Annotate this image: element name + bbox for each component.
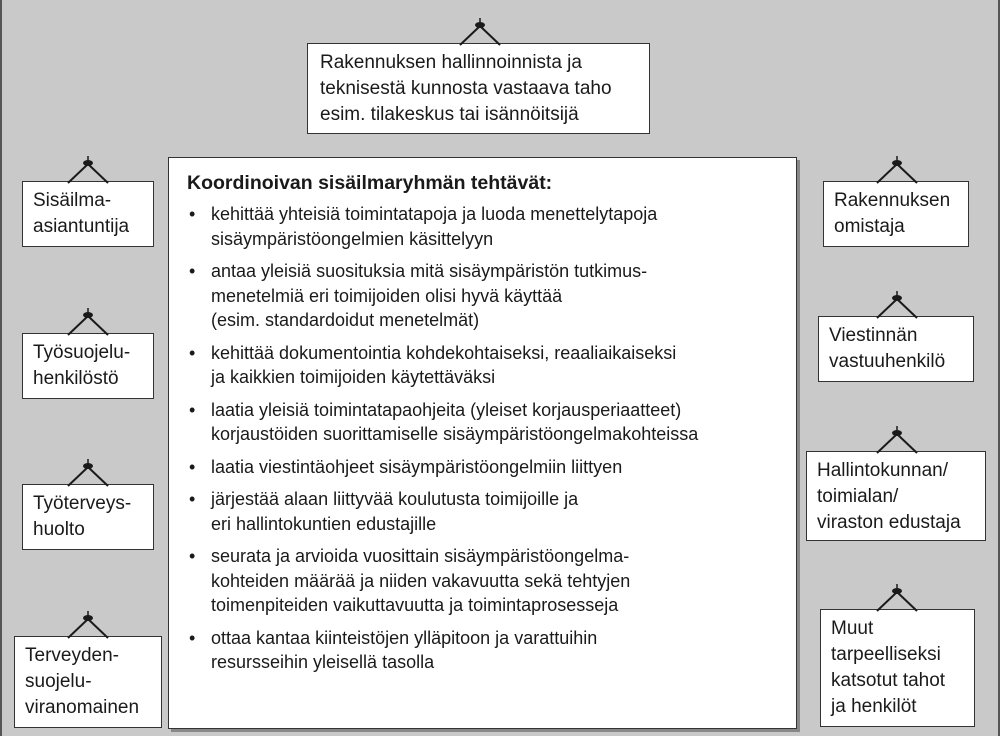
node-line: Rakennuksen <box>834 190 951 211</box>
task-item <box>187 487 780 536</box>
task-line: • ottaa kantaa kiinteistöjen ylläpitoon ja varattuihin <box>211 627 598 648</box>
node-line: viraston edustaja <box>817 512 961 533</box>
node-administration-representative <box>806 451 986 541</box>
hanger-icon <box>872 583 922 615</box>
node-line: Sisäilma- <box>33 190 112 211</box>
node-line: Työsuojelu- <box>33 342 131 363</box>
hanger-icon <box>63 307 113 339</box>
node-building-management <box>307 43 650 134</box>
task-item <box>187 544 780 618</box>
task-line: menetelmiä eri toimijoiden olisi hyvä käyttää <box>211 285 563 306</box>
hanger-icon <box>455 17 505 49</box>
node-health-protection-authority <box>14 636 162 728</box>
node-line: toimialan/ <box>817 486 899 507</box>
node-occupational-health-care <box>22 484 154 550</box>
node-line: suojelu- <box>25 671 92 692</box>
task-item <box>187 626 780 675</box>
task-list <box>187 202 780 675</box>
task-line: sisäympäristöongelmien käsittelyyn <box>211 228 494 249</box>
node-line: Terveyden- <box>25 645 119 666</box>
hanger-icon <box>63 610 113 642</box>
task-item <box>187 259 780 333</box>
task-line: (esim. standardoidut menetelmät) <box>211 310 480 330</box>
node-line: katsotut tahot <box>831 670 946 691</box>
task-line: • laatia yleisiä toimintatapaohjeita (yleiset korjausperiaatteet) <box>211 399 682 420</box>
task-item <box>187 202 780 251</box>
node-building-owner <box>823 181 969 247</box>
task-item <box>187 341 780 390</box>
task-line: • antaa yleisiä suosituksia mitä sisäympäristön tutkimus- <box>211 261 648 281</box>
hanger-icon <box>872 155 922 187</box>
task-line: toimenpiteiden vaikuttavuutta ja toimintaprosesseja <box>211 595 619 615</box>
node-line: tarpeelliseksi <box>831 644 941 665</box>
hanger-icon <box>63 155 113 187</box>
node-occupational-safety-staff <box>22 333 154 399</box>
node-other-parties <box>820 609 975 727</box>
task-line: • kehittää dokumentointia kohdekohtaiseksi, reaaliaikaiseksi <box>211 342 677 363</box>
node-line: esim. tilakeskus tai isännöitsijä <box>320 104 579 125</box>
node-line: Työterveys- <box>33 493 132 514</box>
node-line: huolto <box>33 519 85 540</box>
task-item <box>187 398 780 447</box>
node-line: omistaja <box>834 216 905 237</box>
task-line: • järjestää alaan liittyvää koulutusta toimijoille ja <box>211 489 579 509</box>
task-line: ja kaikkien toimijoiden käytettäväksi <box>211 367 496 387</box>
hanger-icon <box>63 458 113 490</box>
task-line: resursseihin yleisellä tasolla <box>211 652 435 672</box>
task-item <box>187 455 780 480</box>
node-line: ja henkilöt <box>831 696 917 717</box>
node-line: viranomainen <box>25 697 140 718</box>
task-line: korjaustöiden suorittamiselle sisäympäristöongelmakohteissa <box>211 424 699 444</box>
node-line: vastuuhenkilö <box>829 351 946 372</box>
node-line: Muut <box>831 618 874 639</box>
hanger-icon <box>872 425 922 457</box>
node-communications-officer <box>818 316 974 382</box>
node-indoor-air-expert <box>22 181 154 247</box>
center-title: Koordinoivan sisäilmaryhmän tehtävät: <box>187 172 553 194</box>
node-line: Rakennuksen hallinnoinnista ja <box>320 52 582 73</box>
hanger-icon <box>872 290 922 322</box>
node-line: henkilöstö <box>33 368 119 389</box>
task-line: kohteiden määrää ja niiden vakavuutta sekä tehtyjen <box>211 570 631 591</box>
node-line: teknisestä kunnosta vastaava taho <box>320 78 612 99</box>
task-line: eri hallintokuntien edustajille <box>211 513 437 534</box>
task-line: • kehittää yhteisiä toimintatapoja ja luoda menettelytapoja <box>211 204 658 224</box>
node-line: Viestinnän <box>829 325 918 346</box>
task-line: • laatia viestintäohjeet sisäympäristöongelmiin liittyen <box>211 456 623 477</box>
node-line: asiantuntija <box>33 216 130 237</box>
task-line: • seurata ja arvioida vuosittain sisäympäristöongelma- <box>211 546 630 566</box>
node-line: Hallintokunnan/ <box>817 460 948 481</box>
center-task-box <box>168 157 797 729</box>
